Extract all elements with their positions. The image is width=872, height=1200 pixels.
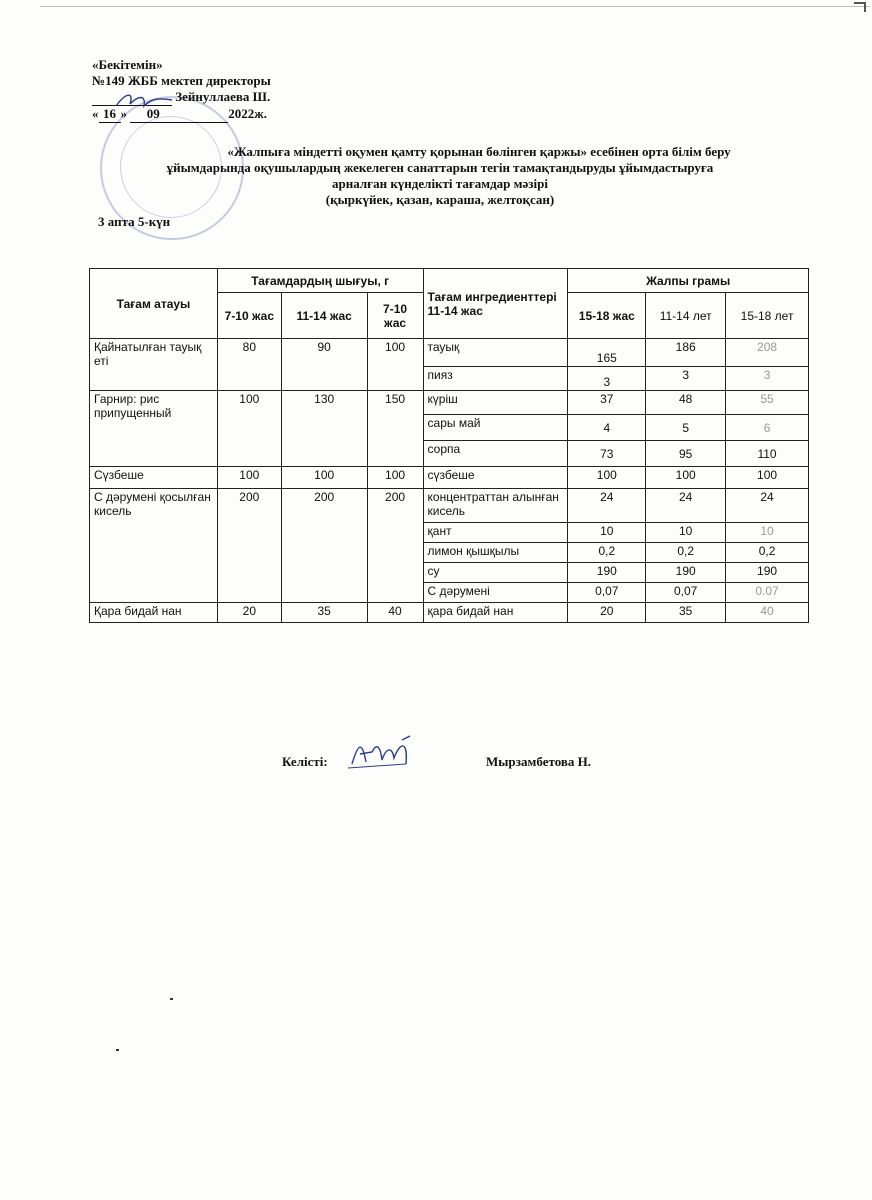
ingredient-name: қант (423, 523, 568, 543)
yield-7-10: 100 (217, 467, 281, 489)
date-year: 2022ж. (228, 106, 267, 121)
grams-15-18-let: 24 (726, 489, 809, 523)
grams-11-14: 190 (646, 563, 726, 583)
grams-15-18: 37 (568, 391, 646, 415)
yield-15-18: 150 (367, 391, 423, 467)
date-month: 09 (130, 106, 176, 123)
grams-15-18: 3 (568, 367, 646, 391)
grams-11-14: 0,2 (646, 543, 726, 563)
heading-line-1: «Жалпыға міндетті оқумен қамту қорынан бөлінген қаржы» есебінен орта білім беру (227, 144, 731, 159)
header-total: Жалпы грамы (568, 269, 809, 293)
ingredient-name: концентраттан алынған кисель (423, 489, 568, 523)
grams-15-18: 73 (568, 441, 646, 467)
grams-11-14: 24 (646, 489, 726, 523)
yield-15-18: 100 (367, 339, 423, 391)
yield-15-18: 40 (367, 603, 423, 623)
ingredient-name: сүзбеше (423, 467, 568, 489)
table-row (90, 489, 809, 523)
approved-label: «Бекітемін» (92, 57, 163, 72)
yield-11-14: 35 (281, 603, 367, 623)
grams-15-18: 100 (568, 467, 646, 489)
header-age-7-10-b: 7-10 жас (367, 293, 423, 339)
approval-date: « 16 » 09 2022ж. (92, 106, 267, 121)
grams-15-18-let: 10 (726, 523, 809, 543)
director-signature (112, 88, 182, 114)
heading-line-3: арналған күнделікті тағамдар мәзірі (332, 176, 548, 191)
grams-11-14: 100 (646, 467, 726, 489)
ingredient-name: С дәрумені (423, 583, 568, 603)
header-age-7-10: 7-10 жас (217, 293, 281, 339)
table-row (90, 391, 809, 415)
yield-7-10: 200 (217, 489, 281, 603)
grams-15-18: 20 (568, 603, 646, 623)
director-line: №149 ЖББ мектеп директоры (92, 73, 271, 88)
grams-15-18: 165 (568, 339, 646, 367)
dish-name: С дәрумені қосылған кисель (90, 489, 218, 603)
yield-7-10: 100 (217, 391, 281, 467)
accepted-name: Мырзамбетова Н. (486, 754, 592, 769)
ingredient-name: тауық (423, 339, 568, 367)
grams-15-18-let: 208 (726, 339, 809, 367)
date-day: 16 (99, 106, 121, 123)
director-name: Зейнуллаева Ш. (175, 89, 271, 104)
menu-table (89, 268, 809, 623)
header-age-11-14: 11-14 жас (281, 293, 367, 339)
table-row (90, 467, 809, 489)
document-heading (100, 144, 780, 208)
yield-7-10: 20 (217, 603, 281, 623)
grams-15-18-let: 0.07 (726, 583, 809, 603)
grams-15-18-let: 40 (726, 603, 809, 623)
grams-11-14: 5 (646, 415, 726, 441)
ingredient-name: қара бидай нан (423, 603, 568, 623)
yield-15-18: 200 (367, 489, 423, 603)
header-age-15-18: 15-18 жас (568, 293, 646, 339)
yield-11-14: 90 (281, 339, 367, 391)
scan-speck (116, 1049, 119, 1051)
yield-15-18: 100 (367, 467, 423, 489)
ingredient-name: сары май (423, 415, 568, 441)
grams-15-18-let: 100 (726, 467, 809, 489)
week-day-label: 3 апта 5-күн (98, 214, 171, 229)
ingredient-name: пияз (423, 367, 568, 391)
grams-15-18: 0,07 (568, 583, 646, 603)
dish-name: Гарнир: рис припущенный (90, 391, 218, 467)
grams-15-18: 0,2 (568, 543, 646, 563)
accepted-label: Келісті: (282, 754, 328, 769)
scan-corner-mark (854, 2, 866, 12)
grams-11-14: 0,07 (646, 583, 726, 603)
accepted-signature (346, 734, 426, 774)
dish-name: Сүзбеше (90, 467, 218, 489)
heading-line-2: ұйымдарында оқушылардың жекелеген санаттарын тегін тамақтандыруды ұйымдастыруға (166, 160, 714, 175)
scan-speck (170, 998, 173, 1000)
table-row (90, 603, 809, 623)
header-dish-name: Тағам атауы (90, 269, 218, 339)
grams-11-14: 186 (646, 339, 726, 367)
grams-11-14: 3 (646, 367, 726, 391)
yield-11-14: 130 (281, 391, 367, 467)
grams-11-14: 95 (646, 441, 726, 467)
header-age-11-14-let: 11-14 лет (646, 293, 726, 339)
grams-15-18-let: 6 (726, 415, 809, 441)
ingredient-name: су (423, 563, 568, 583)
ingredient-name: лимон қышқылы (423, 543, 568, 563)
grams-15-18-let: 110 (726, 441, 809, 467)
grams-11-14: 48 (646, 391, 726, 415)
header-age-15-18-let: 15-18 лет (726, 293, 809, 339)
grams-11-14: 35 (646, 603, 726, 623)
grams-15-18: 4 (568, 415, 646, 441)
dish-name: Қайнатылған тауық еті (90, 339, 218, 391)
grams-15-18: 10 (568, 523, 646, 543)
grams-11-14: 10 (646, 523, 726, 543)
grams-15-18: 190 (568, 563, 646, 583)
grams-15-18-let: 3 (726, 367, 809, 391)
yield-11-14: 200 (281, 489, 367, 603)
header-ingredients: Тағам ингредиенттері 11-14 жас (423, 269, 568, 339)
grams-15-18-let: 0,2 (726, 543, 809, 563)
ingredient-name: сорпа (423, 441, 568, 467)
grams-15-18-let: 190 (726, 563, 809, 583)
ingredient-name: күріш (423, 391, 568, 415)
top-border-line (40, 6, 870, 7)
heading-line-4: (қыркүйек, қазан, караша, желтоқсан) (325, 192, 555, 207)
header-yield: Тағамдардың шығуы, г (217, 269, 423, 293)
dish-name: Қара бидай нан (90, 603, 218, 623)
table-row (90, 339, 809, 367)
grams-15-18: 24 (568, 489, 646, 523)
yield-11-14: 100 (281, 467, 367, 489)
grams-15-18-let: 55 (726, 391, 809, 415)
yield-7-10: 80 (217, 339, 281, 391)
